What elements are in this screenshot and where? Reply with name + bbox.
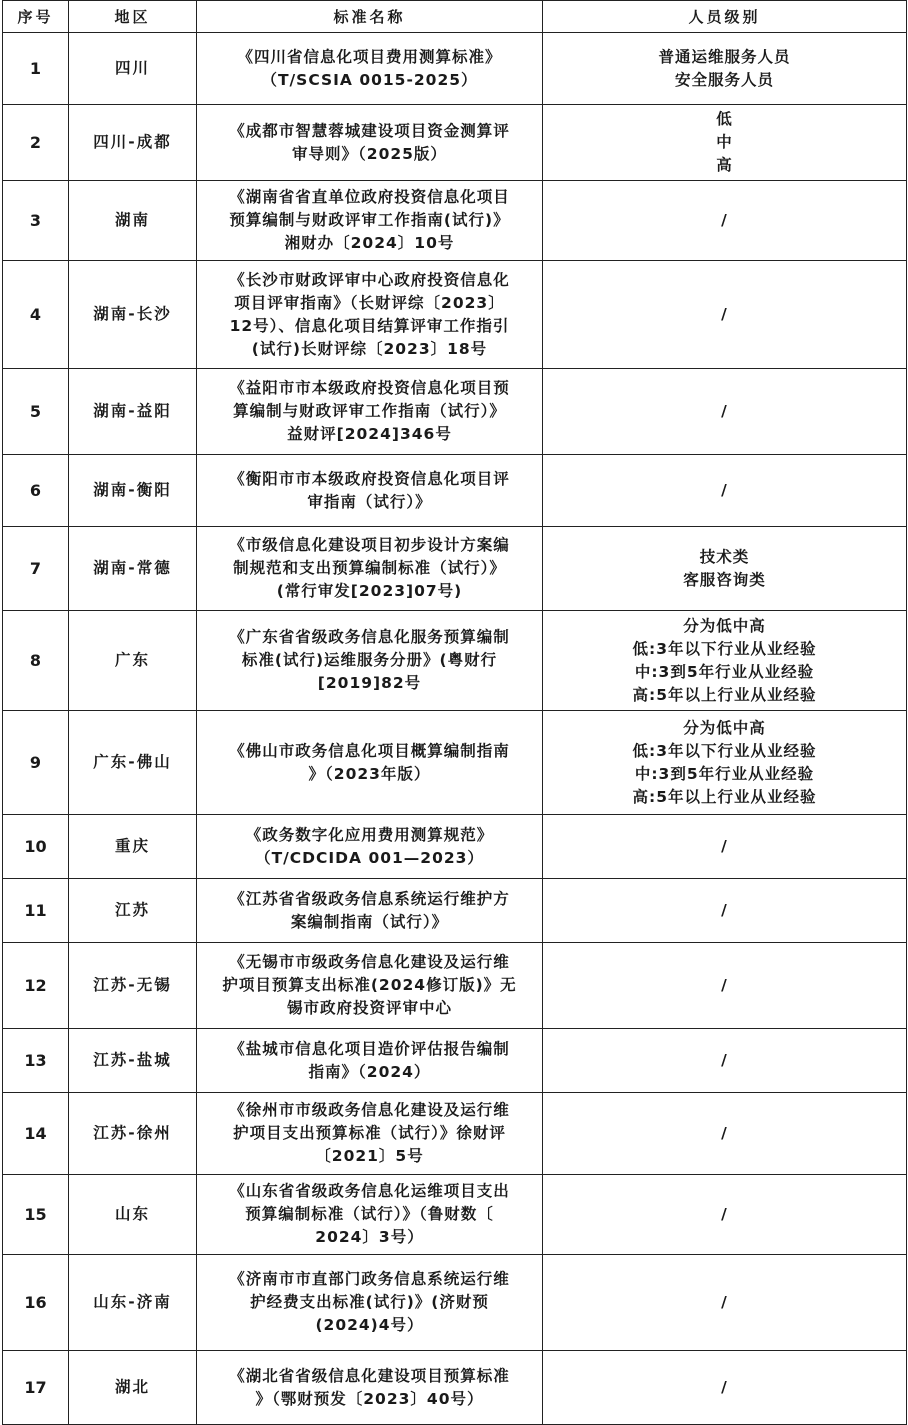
standard-name-cell <box>197 611 543 711</box>
standard-name-line: 预算编制与财政评审工作指南(试行)》 <box>229 211 510 229</box>
standard-name-cell <box>197 1093 543 1175</box>
personnel-level-line: / <box>721 402 728 420</box>
personnel-level-cell <box>543 943 907 1029</box>
standard-name-line: 《湖北省省级信息化建设项目预算标准 <box>229 1366 510 1385</box>
personnel-level-line: / <box>721 305 728 323</box>
standard-name-line: 《湖南省省直单位政府投资信息化项目 <box>229 188 510 206</box>
personnel-level-line: 普通运维服务人员 <box>658 47 791 66</box>
personnel-level-cell <box>543 1255 907 1351</box>
standard-name-line: 审指南（试行）》 <box>307 492 432 511</box>
standard-name-line: 指南》（2024） <box>308 1062 431 1081</box>
standard-name-line: （T/SCSIA 0015-2025） <box>261 70 478 89</box>
personnel-level-line: / <box>721 976 728 994</box>
table-body <box>3 33 907 1425</box>
personnel-level-line: / <box>721 1378 728 1396</box>
row-number: 11 <box>3 879 69 943</box>
region-cell: 湖北 <box>69 1351 197 1425</box>
standard-name-line: 2024〕3号） <box>315 1228 424 1246</box>
row-number: 2 <box>3 105 69 181</box>
standard-name-line: 预算编制标准（试行）》（鲁财数〔 <box>245 1205 494 1223</box>
standard-name-line: 〔2021〕5号 <box>315 1147 424 1165</box>
standard-name-line: 《江苏省省级政务信息系统运行维护方 <box>229 889 510 908</box>
row-number: 15 <box>3 1175 69 1255</box>
region-cell: 山东 <box>69 1175 197 1255</box>
table-row <box>3 815 907 879</box>
standard-name-line: 《盐城市信息化项目造价评估报告编制 <box>229 1039 510 1058</box>
table-row <box>3 1175 907 1255</box>
header-no: 序号 <box>3 1 69 33</box>
header-region: 地区 <box>69 1 197 33</box>
standard-name-line: 《广东省省级政务信息化服务预算编制 <box>229 628 510 646</box>
row-number: 6 <box>3 455 69 527</box>
region-cell: 江苏 <box>69 879 197 943</box>
personnel-level-line: / <box>721 481 728 499</box>
standard-name-line: 《济南市市直部门政务信息系统运行维 <box>229 1270 510 1288</box>
personnel-level-line: 中 <box>716 133 733 151</box>
region-cell: 重庆 <box>69 815 197 879</box>
region-cell: 江苏-盐城 <box>69 1029 197 1093</box>
standard-name-line: (常行审发[2023]07号) <box>276 582 463 600</box>
standard-name-line: 锡市政府投资评审中心 <box>286 999 452 1017</box>
standard-name-line: 项目评审指南》（长财评综〔2023〕 <box>234 293 505 312</box>
row-number: 10 <box>3 815 69 879</box>
standard-name-cell <box>197 1351 543 1425</box>
row-number: 1 <box>3 33 69 105</box>
standard-name-line: 护经费支出标准(试行)》(济财预 <box>250 1293 489 1311</box>
region-cell: 四川-成都 <box>69 105 197 181</box>
personnel-level-line: 技术类 <box>699 547 750 566</box>
standard-name-line: 湘财办〔2024〕10号 <box>284 234 455 252</box>
personnel-level-line: / <box>721 211 728 229</box>
personnel-level-cell <box>543 1093 907 1175</box>
header-standard: 标准名称 <box>197 1 543 33</box>
table-row <box>3 105 907 181</box>
row-number: 14 <box>3 1093 69 1175</box>
region-cell: 湖南 <box>69 181 197 261</box>
standard-name-cell <box>197 1255 543 1351</box>
row-number: 12 <box>3 943 69 1029</box>
standards-table <box>2 0 907 1425</box>
personnel-level-line: 高 <box>716 156 733 174</box>
standard-name-cell <box>197 369 543 455</box>
personnel-level-cell <box>543 815 907 879</box>
personnel-level-line: 安全服务人员 <box>674 70 774 89</box>
personnel-level-cell <box>543 711 907 815</box>
region-cell: 江苏-徐州 <box>69 1093 197 1175</box>
personnel-level-cell <box>543 1351 907 1425</box>
row-number: 16 <box>3 1255 69 1351</box>
standard-name-line: 《无锡市市级政务信息化建设及运行维 <box>229 953 510 971</box>
standard-name-cell <box>197 711 543 815</box>
table-row <box>3 943 907 1029</box>
row-number: 17 <box>3 1351 69 1425</box>
standard-name-line: 审导则》（2025版） <box>292 144 447 163</box>
standard-name-line: 制规范和支出预算编制标准（试行）》 <box>233 559 506 577</box>
standard-name-line: 《长沙市财政评审中心政府投资信息化 <box>229 270 510 289</box>
personnel-level-line: 低:3年以下行业从业经验 <box>632 639 817 658</box>
region-cell: 广东-佛山 <box>69 711 197 815</box>
table-row <box>3 711 907 815</box>
personnel-level-cell <box>543 1175 907 1255</box>
standard-name-cell <box>197 33 543 105</box>
row-number: 5 <box>3 369 69 455</box>
standard-name-line: [2019]82号 <box>317 674 422 692</box>
standard-name-cell <box>197 815 543 879</box>
standard-name-line: 《徐州市市级政务信息化建设及运行维 <box>229 1101 510 1119</box>
table-row <box>3 455 907 527</box>
standard-name-line: (2024)4号） <box>315 1316 424 1334</box>
header-levels: 人员级别 <box>543 1 907 33</box>
personnel-level-line: 客服咨询类 <box>683 570 766 589</box>
personnel-level-line: 低:3年以下行业从业经验 <box>632 741 817 760</box>
standard-name-line: 12号）、信息化项目结算评审工作指引 <box>229 316 510 335</box>
personnel-level-line: 分为低中高 <box>683 616 766 635</box>
header-row <box>3 1 907 33</box>
standard-name-line: 案编制指南（试行）》 <box>290 912 449 931</box>
standard-name-line: 》（2023年版） <box>308 764 431 783</box>
personnel-level-line: 低 <box>716 110 733 128</box>
standard-name-line: 护项目支出预算标准（试行）》徐财评 <box>233 1124 506 1142</box>
standard-name-line: 护项目预算支出标准(2024修订版)》无 <box>222 976 517 994</box>
standard-name-cell <box>197 181 543 261</box>
table-row <box>3 1255 907 1351</box>
standard-name-line: 益财评[2024]346号 <box>287 425 452 443</box>
standard-name-line: 《益阳市市本级政府投资信息化项目预 <box>229 379 510 397</box>
table-row <box>3 611 907 711</box>
standard-name-cell <box>197 879 543 943</box>
personnel-level-cell <box>543 261 907 369</box>
standard-name-cell <box>197 1175 543 1255</box>
standard-name-cell <box>197 261 543 369</box>
row-number: 3 <box>3 181 69 261</box>
personnel-level-cell <box>543 455 907 527</box>
standard-name-line: 《佛山市政务信息化项目概算编制指南 <box>229 741 510 760</box>
table-row <box>3 1093 907 1175</box>
personnel-level-line: 分为低中高 <box>683 718 766 737</box>
personnel-level-line: 中:3到5年行业从业经验 <box>634 764 815 783</box>
personnel-level-cell <box>543 369 907 455</box>
table-row <box>3 369 907 455</box>
table-row <box>3 1351 907 1425</box>
personnel-level-cell <box>543 1029 907 1093</box>
standard-name-line: 《市级信息化建设项目初步设计方案编 <box>229 536 510 554</box>
region-cell: 湖南-衡阳 <box>69 455 197 527</box>
standard-name-line: 》（鄂财预发〔2023〕40号） <box>255 1389 484 1408</box>
standard-name-cell <box>197 527 543 611</box>
personnel-level-line: / <box>721 1205 728 1223</box>
row-number: 7 <box>3 527 69 611</box>
standard-name-line: 《政务数字化应用费用测算规范》 <box>245 825 494 844</box>
standard-name-line: 标准(试行)运维服务分册》(粤财行 <box>241 651 498 669</box>
region-cell: 湖南-长沙 <box>69 261 197 369</box>
standard-name-cell <box>197 455 543 527</box>
personnel-level-cell <box>543 105 907 181</box>
personnel-level-line: / <box>721 837 728 855</box>
row-number: 13 <box>3 1029 69 1093</box>
row-number: 9 <box>3 711 69 815</box>
personnel-level-cell <box>543 181 907 261</box>
row-number: 4 <box>3 261 69 369</box>
table-row <box>3 33 907 105</box>
table-row <box>3 879 907 943</box>
region-cell: 湖南-益阳 <box>69 369 197 455</box>
table-row <box>3 181 907 261</box>
standard-name-line: 《成都市智慧蓉城建设项目资金测算评 <box>229 121 510 140</box>
region-cell: 江苏-无锡 <box>69 943 197 1029</box>
standard-name-line: 算编制与财政评审工作指南（试行）》 <box>233 402 506 420</box>
table-row <box>3 1029 907 1093</box>
personnel-level-line: / <box>721 1124 728 1142</box>
region-cell: 山东-济南 <box>69 1255 197 1351</box>
region-cell: 湖南-常德 <box>69 527 197 611</box>
table-row <box>3 527 907 611</box>
personnel-level-cell <box>543 879 907 943</box>
personnel-level-cell <box>543 611 907 711</box>
personnel-level-line: / <box>721 1293 728 1311</box>
personnel-level-line: 高:5年以上行业从业经验 <box>632 787 817 806</box>
region-cell: 四川 <box>69 33 197 105</box>
standard-name-line: 《山东省省级政务信息化运维项目支出 <box>229 1182 510 1200</box>
personnel-level-cell <box>543 33 907 105</box>
personnel-level-line: 高:5年以上行业从业经验 <box>632 685 817 704</box>
standard-name-cell <box>197 105 543 181</box>
personnel-level-line: / <box>721 901 728 919</box>
standard-name-line: 《四川省信息化项目费用测算标准》 <box>237 47 502 66</box>
region-cell: 广东 <box>69 611 197 711</box>
standard-name-line: （T/CDCIDA 001—2023） <box>255 848 484 867</box>
standard-name-cell <box>197 943 543 1029</box>
table-row <box>3 261 907 369</box>
standard-name-cell <box>197 1029 543 1093</box>
personnel-level-line: / <box>721 1051 728 1069</box>
standard-name-line: 《衡阳市市本级政府投资信息化项目评 <box>229 469 510 488</box>
personnel-level-line: 中:3到5年行业从业经验 <box>634 662 815 681</box>
standard-name-line: (试行)长财评综〔2023〕18号 <box>251 339 488 358</box>
personnel-level-cell <box>543 527 907 611</box>
row-number: 8 <box>3 611 69 711</box>
